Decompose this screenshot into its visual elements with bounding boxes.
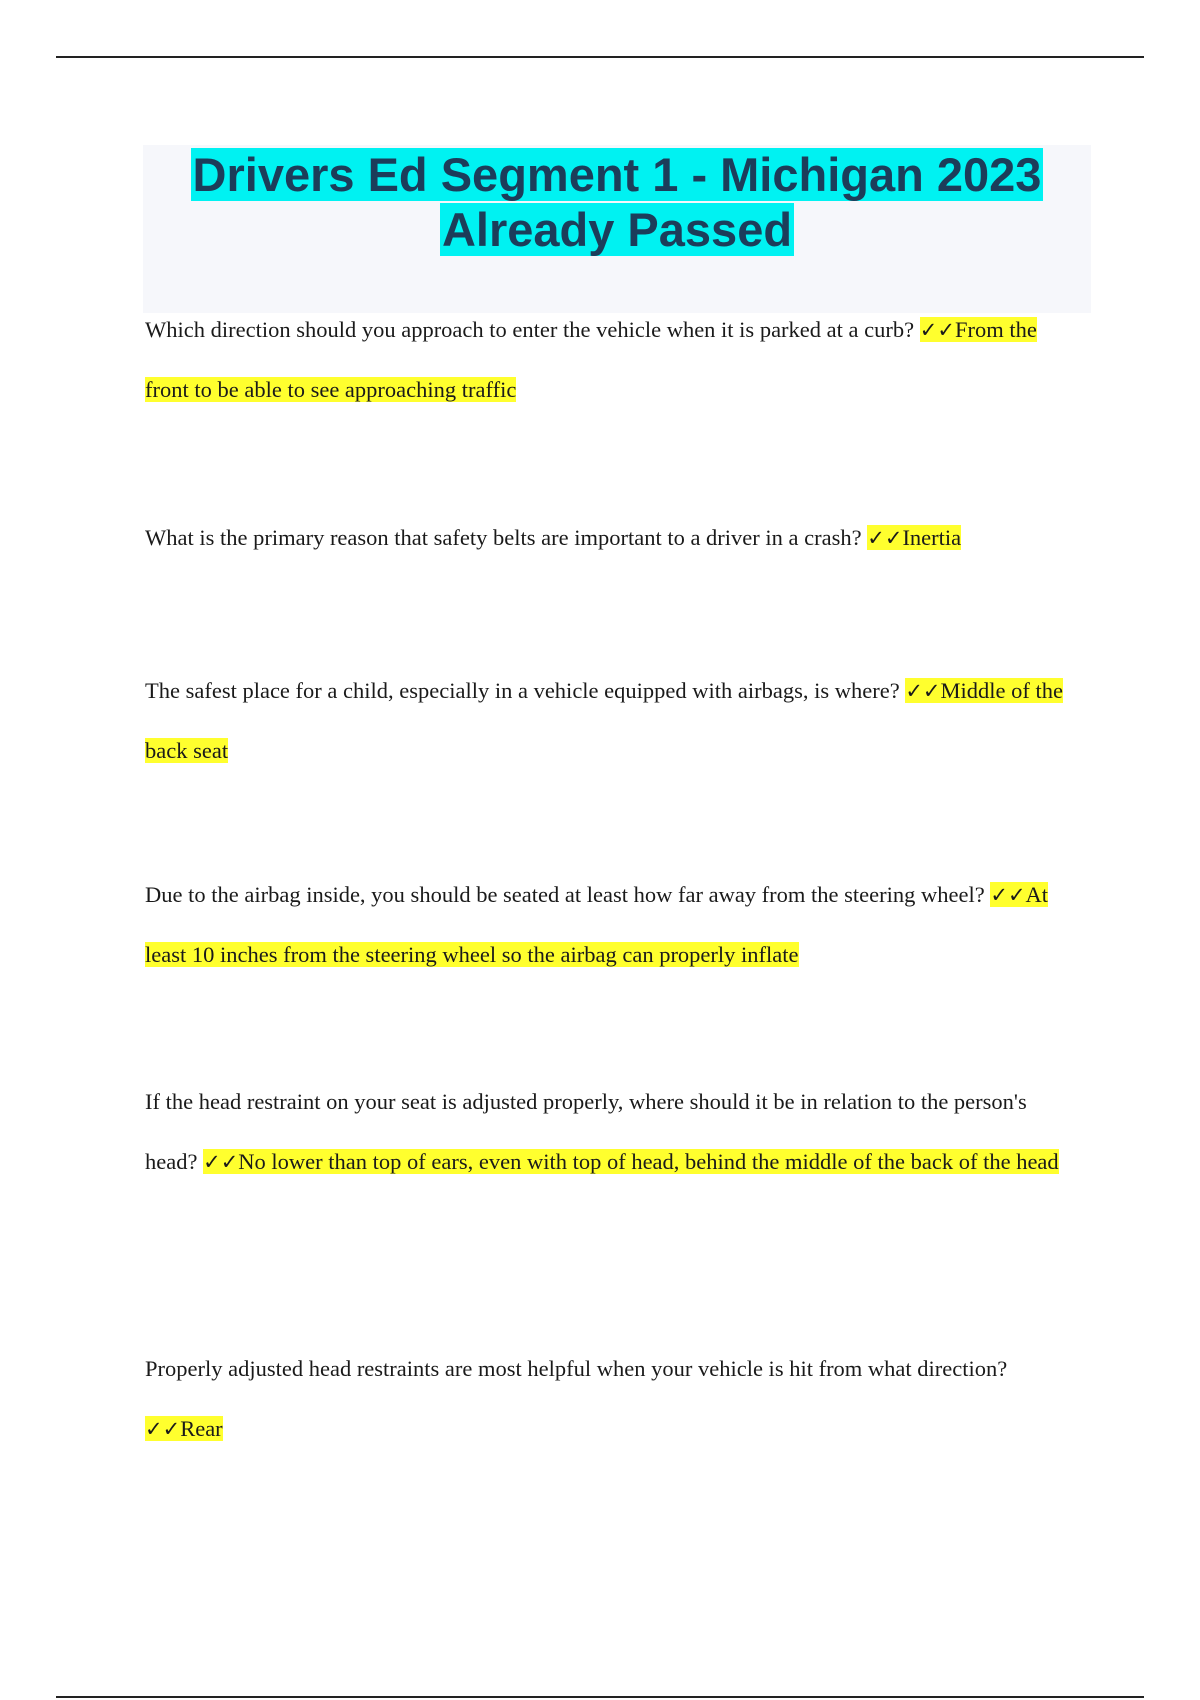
answer-text: From the front to be able to see approaching traffic	[145, 317, 1037, 402]
question-text: What is the primary reason that safety belts are important to a driver in a crash?	[145, 525, 862, 550]
question-text: Which direction should you approach to enter the vehicle when it is parked at a curb?	[145, 317, 915, 342]
qa-item	[145, 1339, 1075, 1459]
check-mark-icon: ✓✓	[919, 318, 955, 342]
document-title	[143, 147, 1091, 257]
qa-item	[145, 661, 1075, 781]
answer-text: At least 10 inches from the steering wheel so the airbag can properly inflate	[145, 882, 1049, 967]
check-mark-icon: ✓✓	[203, 1150, 239, 1174]
qa-item	[145, 300, 1075, 420]
check-mark-icon: ✓✓	[990, 883, 1026, 907]
answer-highlight	[145, 1416, 223, 1441]
question-text: Properly adjusted head restraints are most helpful when your vehicle is hit from what direction?	[145, 1356, 1008, 1381]
title-line-1: Drivers Ed Segment 1 - Michigan 2023	[192, 148, 1042, 201]
answer-text: No lower than top of ears, even with top of head, behind the middle of the back of the head	[238, 1149, 1059, 1174]
answer-text: Inertia	[902, 525, 962, 550]
answer-highlight	[203, 1149, 1059, 1174]
qa-item	[145, 508, 1075, 568]
question-text: The safest place for a child, especially in a vehicle equipped with airbags, is where?	[145, 678, 900, 703]
title-banner	[143, 145, 1091, 313]
answer-text: Rear	[180, 1416, 223, 1441]
check-mark-icon: ✓✓	[145, 1417, 181, 1441]
answer-text: Middle of the back seat	[145, 678, 1064, 763]
bottom-rule	[56, 1696, 1144, 1698]
question-text: If the head restraint on your seat is adjusted properly, where should it be in relation to the person's head?	[145, 1089, 1027, 1174]
check-mark-icon: ✓✓	[867, 526, 903, 550]
qa-item	[145, 865, 1075, 985]
check-mark-icon: ✓✓	[905, 679, 941, 703]
qa-item	[145, 1072, 1075, 1192]
answer-highlight	[867, 525, 961, 550]
title-line-2: Already Passed	[441, 203, 793, 256]
top-rule	[56, 56, 1144, 58]
question-text: Due to the airbag inside, you should be seated at least how far away from the steering wheel?	[145, 882, 985, 907]
